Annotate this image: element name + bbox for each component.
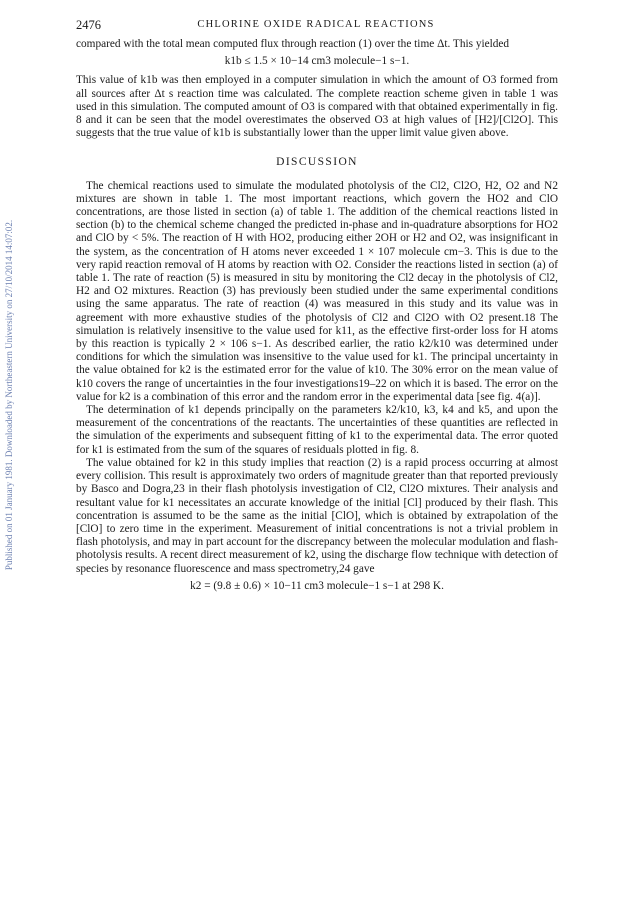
page-header	[76, 18, 556, 34]
equation-k1b: k1b ≤ 1.5 × 10−14 cm3 molecule−1 s−1.	[224, 55, 410, 68]
equation-k2: k2 = (9.8 ± 0.6) × 10−11 cm3 molecule−1 s−1 at 298 K.	[190, 579, 444, 592]
page-number: 2476	[76, 18, 101, 32]
discussion-paragraph-3: The value obtained for k2 in this study implies that reaction (2) is a rapid process occurring at almost every collision. This result is approximately two orders of magnitude greater than that reported previously by Basco and Dogra,23 in their flash photolysis investigation of Cl2, Cl2O mixtures. Their analysis and resultant value for k1 necessitates an accurate knowledge of the initial [Cl] produced by their flash. This concentration is assumed to be the same as the initial [ClO], which is obtained by extrapolation of the [ClO] to zero time in the experiment. Measurement of initial concentrations is not a trivial problem in flash photolysis, and may in part account for the discrepancy between the molecular modulation and flash-photolysis results. A recent direct measurement of k2, using the discharge flow technique with detection of species by resonance fluorescence and mass spectrometry,24 gave	[76, 456, 558, 575]
intro-paragraph-2: This value of k1b was then employed in a computer simulation in which the amount of O3 formed from all sources after Δt s reaction time was calculated. The complete reaction scheme given in table 1 was used in this simulation. The computed amount of O3 is compared with that obtained experimentally in fig. 8 and it can be seen that the model overestimates the observed O3 at high values of [H2]/[Cl2O]. This suggests that the true value of k1b is substantially lower than the upper limit value given above.	[76, 74, 558, 140]
article-body	[76, 38, 558, 599]
section-heading: DISCUSSION	[276, 156, 358, 169]
running-title: CHLORINE OXIDE RADICAL REACTIONS	[197, 19, 435, 30]
download-notice-text[interactable]: Published on 01 January 1981. Downloaded by Northeastern University on 27/10/2014 14:07:02.	[4, 219, 14, 571]
intro-paragraph-1: compared with the total mean computed flux through reaction (1) over the time Δt. This yielded	[76, 38, 510, 50]
discussion-paragraph-2: The determination of k1 depends principally on the parameters k2/k10, k3, k4 and k5, and upon the measurement of the concentrations of the reactants. The uncertainties of these quantities are reflected in the simulation of the experiments and subsequent fitting of k1 to the experimental data. The error quoted for k1 is estimated from the sum of the squares of residuals plotted in fig. 8.	[76, 404, 558, 456]
discussion-paragraph-1: The chemical reactions used to simulate the modulated photolysis of the Cl2, Cl2O, H2, O2 and N2 mixtures are shown in table 1. The most important reactions, which govern the HO2 and ClO concentrations, are those listed in section (a) of table 1. The addition of the chemical reactions listed in section (b) to the chemical scheme changed the predicted in-phase and in-quadrature absorptions for HO2 and ClO by < 5%. The reaction of H with HO2, producing either 2OH or H2 and O2, was insignificant in the system, as the concentration of H atoms never exceeded 1 × 107 molecule cm−3. This is due to the very rapid reaction removal of H atoms by reaction with O2. Consider the reactions listed in section (a) of table 1. The rate of reaction (5) is measured in situ by monitoring the Cl2 decay in the photolysis of Cl2, H2 and O2 mixtures. Reaction (3) has previously been studied under the same experimental conditions using the same apparatus. The rate of reaction (4) was measured in this study and its value was in agreement with more exhaustive studies of the photolysis of Cl2 and Cl2O with O2 present.18 The simulation is relatively insensitive to the value used for k11, as the effective first-order loss for H atoms by this reaction is typically 2 × 106 s−1. As described earlier, the ratio k2/k10 was determined under conditions for which the simulation was insensitive to the value used for k1. The principal uncertainty in the value obtained for k2 is the estimated error for the value of k10. The 30% error on the mean value of k10 covers the range of uncertainties in the four investigations19–22 on which it is based. The error on the value for k2 is a combination of this error and the random error in the experimental data [see fig. 4(a)].	[76, 179, 558, 403]
download-notice	[4, 160, 18, 630]
